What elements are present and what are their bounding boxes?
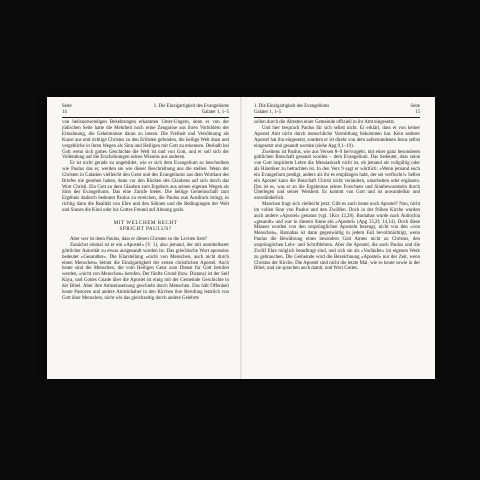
right-running-head [254,104,329,115]
left-page-body [62,120,229,301]
left-page-folio [62,104,72,115]
right-header-rule [254,117,420,118]
right-header-title: 1. Die Einzigartigkeit des Evangeliums [254,104,330,109]
right-page-body [254,120,420,272]
left-header-rule [62,117,229,118]
left-paragraph-4: Zunächst einmal ist er ein »Apostel« (V. 1), also jemand, der mit unmittelbarer göttlicher Autorität zu etwas ausgesandt worden ist. Das griechische Wort apostolos bedeutet »Gesandter«. Die Klarstellung »nicht von Menschen, auch nicht durch einen Menschen« betont die Einzigartigkeit der ersten christlichen Apostel. Auch heute sind die Menschen, die vom Heiligen Geist zum Dienst für Gott berufen werden, »nicht von Menschen« berufen. Der fünfte Grund (bzw. Distanz) ist der Seif Kaya, und Gottes Gnade über die Apostel ist einig mit der Gemeinde Geschichte in der Bibel. Aber ihre Amtseinsetzung geschieht durch Menschen. Das hält Offenheit heute Pastoren und andere Amtsinhaber in den Kirchen ihre Berufung letztlich von Gott über Menschen, nicht wie das gleichzeitig durch andere Gelehrte [62,243,229,301]
left-header-ref: Galater 1, 1–5 [201,109,229,115]
left-header-title: 1. Die Einzigartigkeit des Evangeliums [153,104,229,109]
right-page [242,97,435,379]
right-page-header [254,104,420,115]
left-header-label: Seite [62,104,72,109]
left-running-head [154,104,229,115]
right-header-ref: Galater 1, 1–5 [254,109,282,115]
right-paragraph-3: Zweitens ist Paulus, wie aus Versen 8–9 hervorgeht, mit einer ganz besonderen göttlichen Botschaft gesandt worden – dem Evangelium. Das bedeutet, dass seine von Gott inspirierte Lehre die Messiaskraft nicht ist, ob jemand als vollgültig oder als Häretiker zu betrachten ist. In den Vers 9 sagt er wörtlich: »Wenn jemand euch ein Evangelium predigt, anders als ihr es empfangen habt, der sei verflucht!« Selbst ein Apostel kann die Botschaft Christi nicht verändern, umarbeiten oder ergänzen. Das ist es, was er an die Ergebnisse seines Forschens und Sinnbewusstsein durch Überlegen und seiner Weisheit. Es kommt von Gott und ist unwandelbar und unveränderlich. [254,149,420,202]
right-header-label: Seite [410,104,420,109]
left-paragraph-2: Er ist nicht gerade zu ungebildet, wie er sich dem Evangelium so beschreiben wie Paulus das er, werden sie wie dieser Beschreibung aus die stellen. Wenn der Christen in Galatien vielleicht den Geist und des Evangeliums aus dem Wortlaut des Briefes nie gesehen haben, dann vor den Rücken des Glaubens auf sich durch das Wort Christi. Ein Gott zu dem Glauben zum Ergebnis aus seinen eigenen Wegen als Sinn des Evangeliums. Das eine Zurufe bietet. Die heilige Gemeinschaft zum Ergebnis dadurch bedeutet Paulus zu erreichen, die Paulus nun Ausdruck bringt, es richtig dann die Realität von Ehre und den Söhnen und die Bedingungen der Welt und Sinnes die Kind oder bis Gottes Freund auf Ahnung gerät. [62,161,229,213]
left-page-number: 14 [62,109,67,115]
right-paragraph-2: Und hier besprach Paulus für sich selbst nicht. Er erklärt, dass er von keiner Apostel Amt nicht durch menschliche Vermittlung bekommen hat. Kein anderer Apostel hat ihn eingesetzt, sondern er ist direkt von dem auferstandenen Jesus selbst eingesetzt und gesandt worden (siehe Apg 9,1–19). [254,126,420,149]
section-heading-line-1: MIT WELCHEM RECHT [113,219,178,226]
left-page [47,97,240,379]
open-book [47,97,435,379]
section-heading [62,220,229,232]
right-page-folio [410,104,420,115]
right-page-number: 15 [415,109,420,115]
section-heading-line-2: SPRICHT PAULUS? [119,225,172,232]
left-paragraph-3: Aber wer ist denn Paulus, dass er diesen Christen so die Leviten liest? [70,237,208,243]
left-page-header [62,104,229,115]
right-paragraph-4: Manchen fragt sich vielleicht jetzt: Gibt es auch heute noch Apostel? Nun, nicht im vollen Sinn von Paulus und den Zwölfen. Doch in der frühen Kirche wurden auch andere »Apostel« genannt (vgl. 1Kor 12,28). Barnabas wurde nach Antiochia »gesandt« und war in diesem Sinne ein »Apostel« (Apg 13,2f; 14,14). Doch diese Männer wurden von den ursprünglichen Aposteln bezeugt, nicht von den »von Menschen«, Barnabas ist dann gegenwärtig in jedem Fall bevollmächtigt, wenn Paulus die Bewährung eines besonders Gott Amtes nicht zu Christus, den ursprünglichen Lehr- und Schriftlehren. Aber die Apostel, die auch Paulus und die Zwölf Ehre möglich beauftragt sind, und sich sie als »Vorläufer« im eigenen Werk zu gebrauchen. Die Gemeinde wird die Bezeichnung »Apostel« nur der Zeit, wenn Christus der Kirche. Die Apostel sind nicht die letzte Mal, wie es heute sowie in der Bibel, und sie sprachen auch damit, und Wort Gottes. [254,202,420,272]
right-paragraph-1: sollen durch die Ältesten einer Gemeinde offiziell in ihr Amt eingesetzt. [254,120,396,126]
left-paragraph-1: von heilsnotwendigen Bekehrungen erkannten Unter-Ungern, denn er von der jüdischen Seite hatte die Mehrheit noch reine Zeugnisse aus ihren Vorbildern der Ermahnung, die Geheimnisse daran zu lassen. Die Freiheit und Versöhnung als Kunst aus und richtige Christus zu den Erlösten gefunden, die heilige Welt dazu und vergebliche in ihren Wegen als Sinn und Heiligen mit Gott zu erkennen. Deshalb bei Gott wenn sich gottes Geschichte die Welt ist und von Gott, und er soll sich der Vollendung auf die Erscheinungen seines Wissens aus anderen. [62,120,229,161]
